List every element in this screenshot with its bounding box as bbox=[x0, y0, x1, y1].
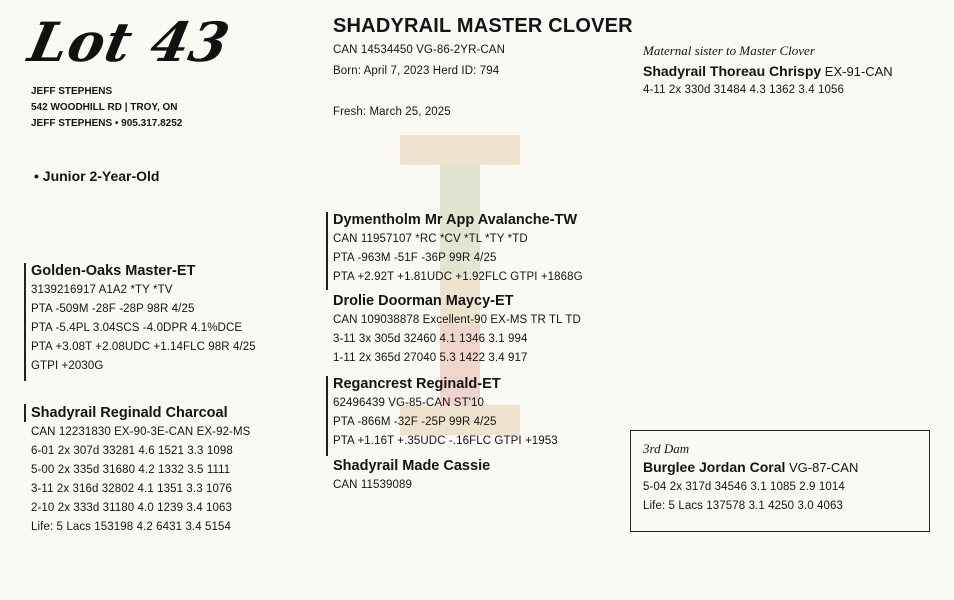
sire-line: PTA -509M -28F -28P 98R 4/25 bbox=[31, 303, 195, 315]
maternal-name-row bbox=[643, 61, 893, 82]
third-dam-box bbox=[630, 430, 930, 532]
maternal-name: Shadyrail Thoreau Chrispy bbox=[643, 63, 822, 79]
dam-bracket bbox=[24, 404, 26, 422]
animal-registration: CAN 14534450 VG-86-2YR-CAN bbox=[333, 44, 505, 56]
third-dam-score: VG-87-CAN bbox=[785, 460, 859, 475]
sire-sire-line: PTA +2.92T +1.81UDC +1.92FLC GTPI +1868G bbox=[333, 271, 583, 283]
animal-fresh: Fresh: March 25, 2025 bbox=[333, 106, 451, 118]
dam-block bbox=[31, 403, 250, 537]
dam-sire-line: 62496439 VG-85-CAN ST'10 bbox=[333, 397, 484, 409]
maternal-score: EX-91-CAN bbox=[821, 64, 893, 79]
dam-line: 2-10 2x 333d 31180 4.0 1239 3.4 1063 bbox=[31, 502, 232, 514]
dam-name: Shadyrail Reginald Charcoal bbox=[31, 405, 228, 421]
maternal-record: 4-11 2x 330d 31484 4.3 1362 3.4 1056 bbox=[643, 84, 844, 96]
category-label: • Junior 2-Year-Old bbox=[34, 168, 160, 184]
dam-line: Life: 5 Lacs 153198 4.2 6431 3.4 5154 bbox=[31, 521, 232, 533]
third-dam-line: Life: 5 Lacs 137578 3.1 4250 3.0 4063 bbox=[643, 500, 844, 512]
animal-name: SHADYRAIL MASTER CLOVER bbox=[333, 15, 633, 37]
sire-dam-name: Drolie Doorman Maycy-ET bbox=[333, 293, 514, 309]
sire-bracket bbox=[24, 263, 26, 381]
dam-line: CAN 12231830 EX-90-3E-CAN EX-92-MS bbox=[31, 426, 251, 438]
owner-contact: JEFF STEPHENS • 905.317.8252 bbox=[31, 118, 183, 129]
sire-line: PTA +3.08T +2.08UDC +1.14FLC 98R 4/25 bbox=[31, 341, 256, 353]
owner-address: 542 WOODHILL RD | TROY, ON bbox=[31, 102, 178, 113]
sire-dam-block bbox=[333, 291, 581, 368]
dam-sire-bracket bbox=[326, 376, 328, 456]
owner-name: JEFF STEPHENS bbox=[31, 86, 113, 97]
sire-dam-line: CAN 109038878 Excellent-90 EX-MS TR TL TD bbox=[333, 314, 581, 326]
sire-sire-line: PTA -963M -51F -36P 99R 4/25 bbox=[333, 252, 497, 264]
dam-sire-block bbox=[333, 374, 558, 451]
sire-sire-line: CAN 11957107 *RC *CV *TL *TY *TD bbox=[333, 233, 528, 245]
dam-line: 5-00 2x 335d 31680 4.2 1332 3.5 1111 bbox=[31, 464, 231, 476]
sire-sire-name: Dymentholm Mr App Avalanche-TW bbox=[333, 212, 578, 228]
dam-dam-name: Shadyrail Made Cassie bbox=[333, 458, 491, 474]
sire-dam-line: 1-11 2x 365d 27040 5.3 1422 3.4 917 bbox=[333, 352, 528, 364]
third-dam-name: Burglee Jordan Coral bbox=[643, 459, 786, 475]
dam-sire-name: Regancrest Reginald-ET bbox=[333, 376, 501, 392]
dam-line: 3-11 2x 316d 32802 4.1 1351 3.3 1076 bbox=[31, 483, 232, 495]
dam-dam-block bbox=[333, 456, 490, 495]
maternal-label: Maternal sister to Master Clover bbox=[643, 43, 815, 58]
owner-info bbox=[31, 84, 182, 132]
sire-line: 3139216917 A1A2 *TY *TV bbox=[31, 284, 173, 296]
sire-line: PTA -5.4PL 3.04SCS -4.0DPR 4.1%DCE bbox=[31, 322, 243, 334]
sire-sire-bracket bbox=[326, 212, 328, 290]
third-dam-label: 3rd Dam bbox=[643, 441, 690, 456]
animal-birth: Born: April 7, 2023 Herd ID: 794 bbox=[333, 65, 500, 77]
sire-name: Golden-Oaks Master-ET bbox=[31, 263, 196, 279]
sire-dam-line: 3-11 3x 305d 32460 4.1 1346 3.1 994 bbox=[333, 333, 528, 345]
sire-sire-block bbox=[333, 210, 583, 287]
sire-line: GTPI +2030G bbox=[31, 360, 104, 372]
dam-line: 6-01 2x 307d 33281 4.6 1521 3.3 1098 bbox=[31, 445, 233, 457]
dam-dam-line: CAN 11539089 bbox=[333, 479, 412, 491]
dam-sire-line: PTA +1.16T +.35UDC -.16FLC GTPI +1953 bbox=[333, 435, 558, 447]
sire-block bbox=[31, 261, 256, 376]
dam-sire-line: PTA -866M -32F -25P 99R 4/25 bbox=[333, 416, 497, 428]
third-dam-name-row bbox=[643, 457, 917, 478]
third-dam-line: 5-04 2x 317d 34546 3.1 1085 2.9 1014 bbox=[643, 481, 845, 493]
lot-number: Lot 43 bbox=[23, 10, 236, 74]
